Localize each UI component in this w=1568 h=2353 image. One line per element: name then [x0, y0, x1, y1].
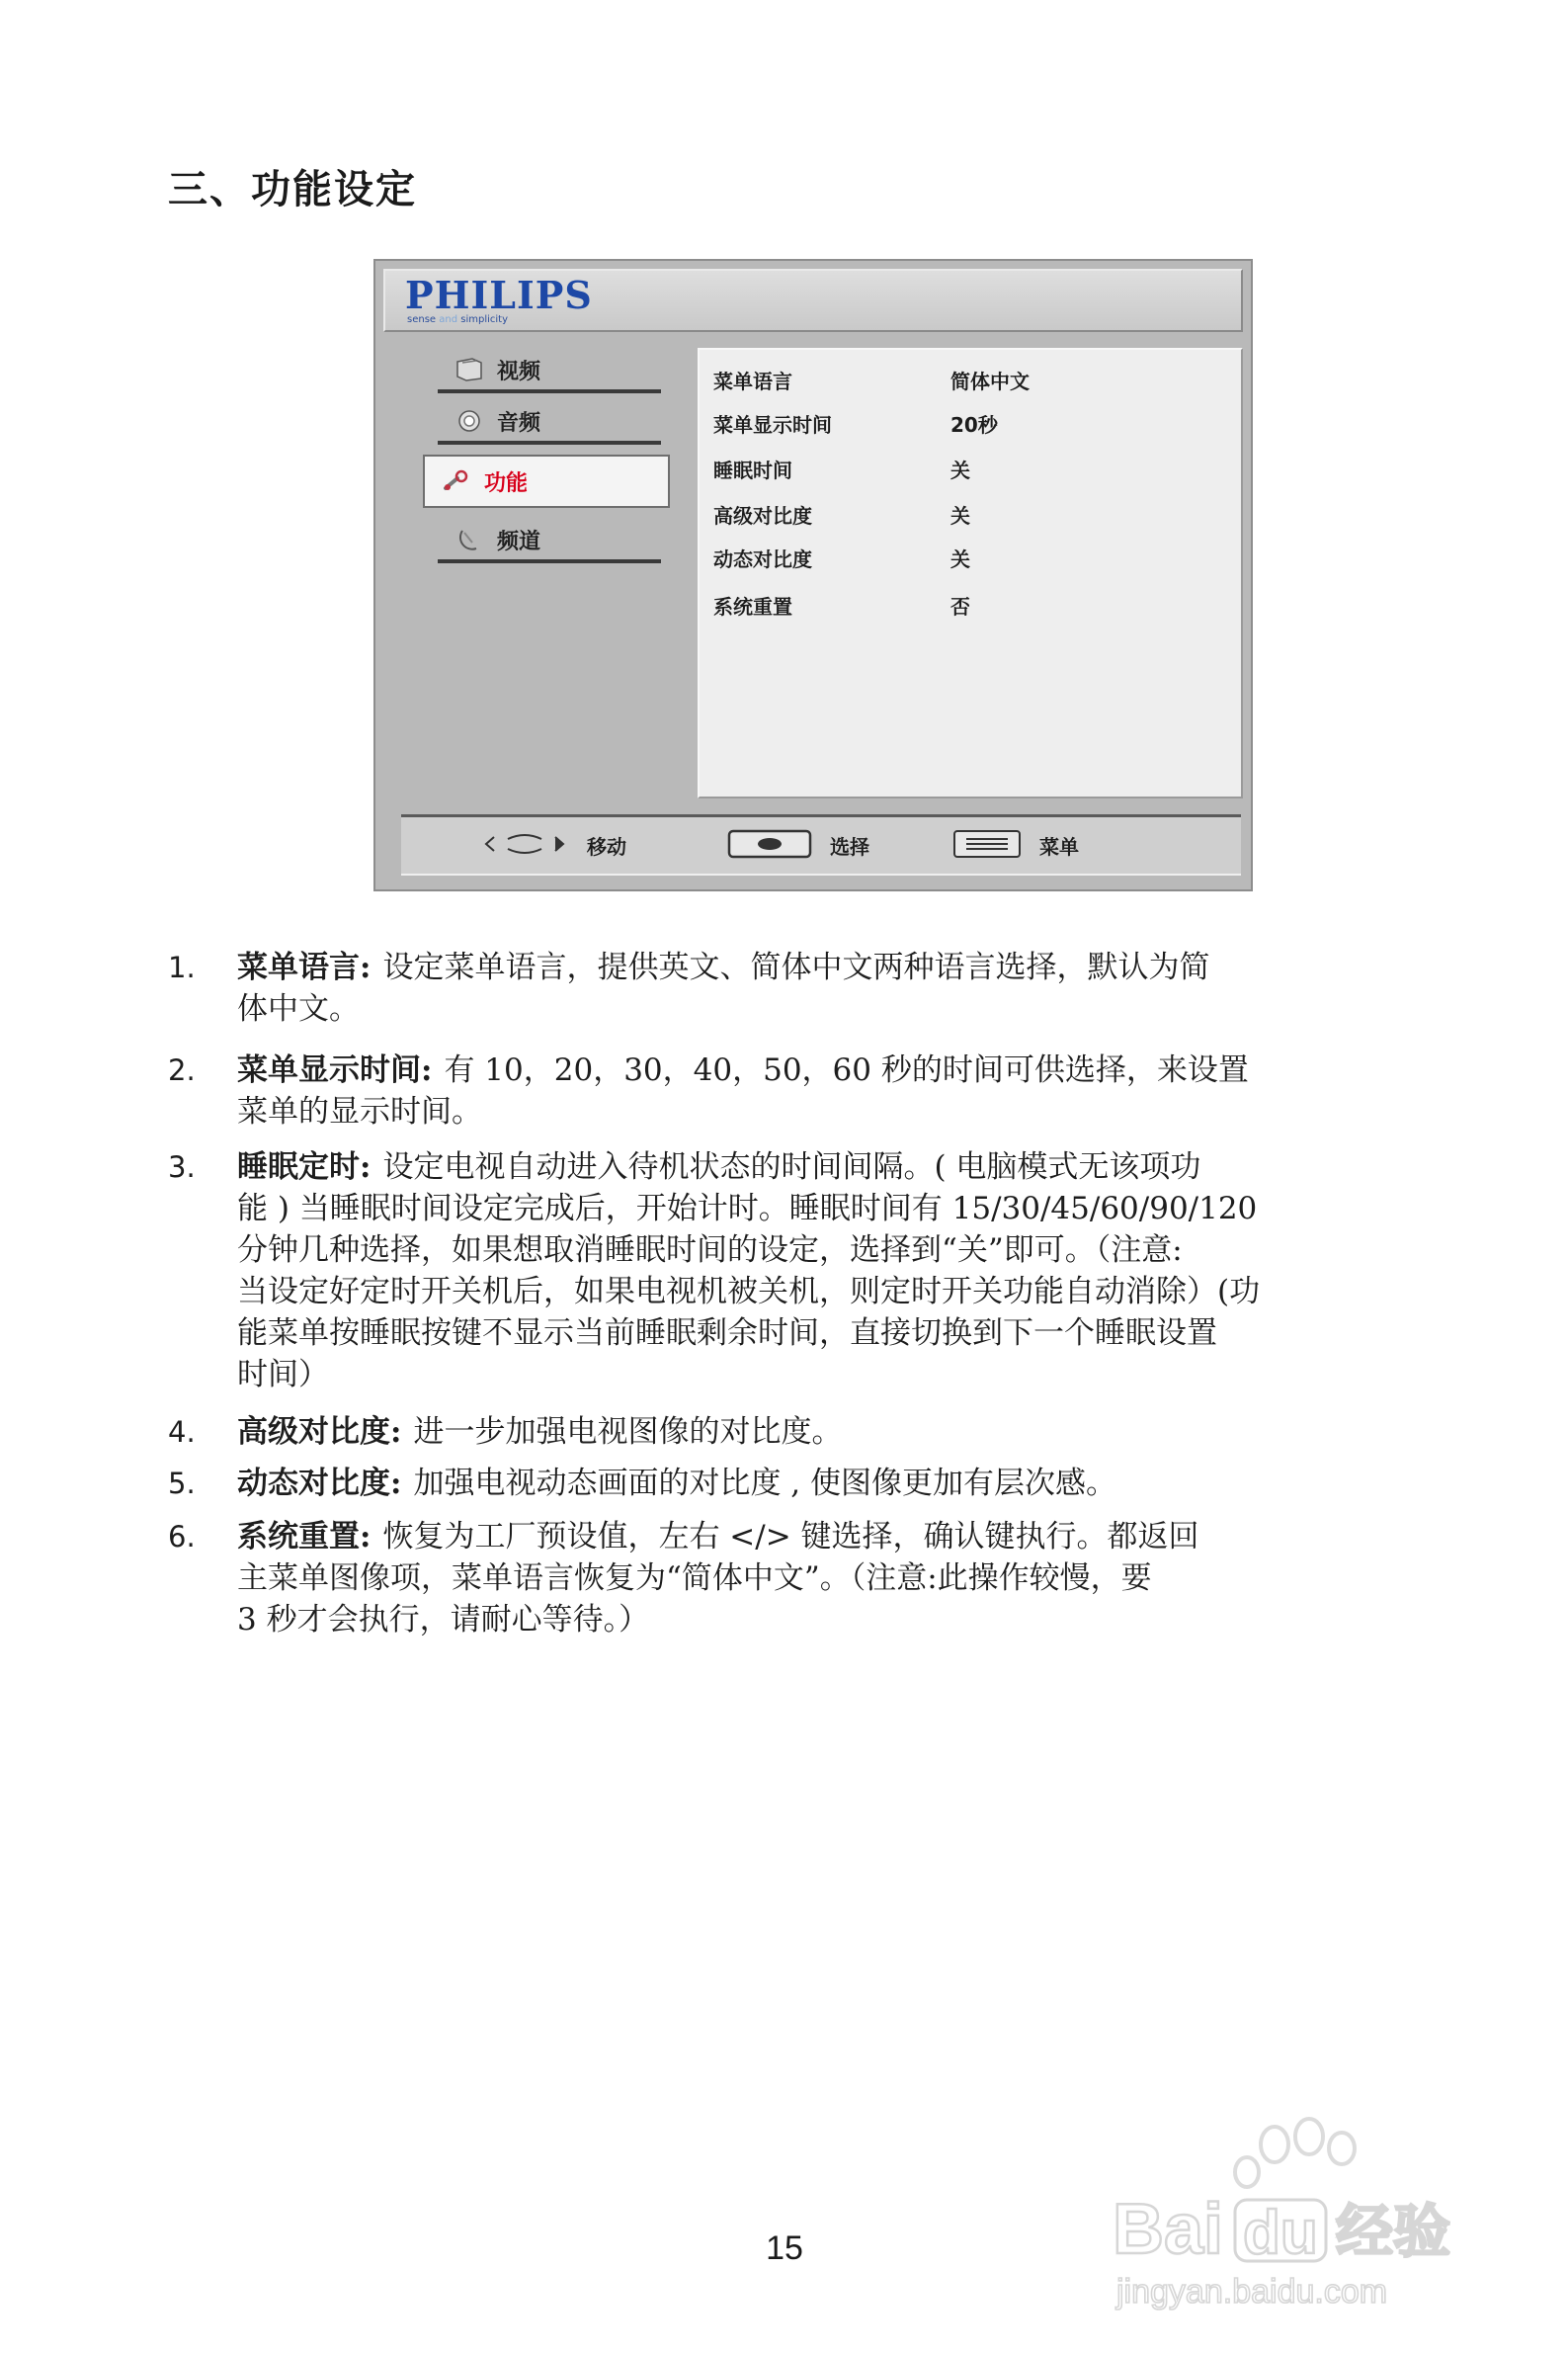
nav-item-video[interactable]	[438, 350, 661, 393]
nav-item-label: 音频	[497, 410, 541, 436]
menu-button-icon	[952, 828, 1022, 864]
setting-row-menu-display-time[interactable]	[713, 407, 1227, 439]
baidu-watermark	[1107, 2115, 1482, 2312]
nav-item-label: 功能	[484, 470, 529, 496]
hint-select	[727, 828, 869, 864]
item-text-line: 菜单的显示时间。	[237, 1094, 482, 1130]
arrows-icon	[480, 829, 569, 863]
instruction-item	[168, 947, 1403, 1030]
hint-menu	[952, 828, 1079, 864]
item-text-line: 加强电视动态画面的对比度 , 使图像更加有层次感。	[413, 1466, 1117, 1501]
item-text-line: 分钟几种选择，如果想取消睡眠时间的设定，选择到“关”即可。（注意:	[237, 1232, 1183, 1268]
logo-wordmark: PHILIPS	[405, 273, 593, 317]
hint-label: 选择	[830, 835, 869, 859]
tv-menu-screenshot	[373, 259, 1253, 891]
item-term: 高级对比度:	[237, 1414, 402, 1450]
satellite-dish-icon	[450, 525, 489, 554]
philips-logo	[405, 273, 593, 326]
svg-text:jingyan.baidu.com: jingyan.baidu.com	[1116, 2273, 1388, 2311]
item-text-line: 设定电视自动进入待机状态的时间间隔。( 电脑模式无该项功	[382, 1149, 1201, 1185]
item-text-line: 设定菜单语言，提供英文、简体中文两种语言选择，默认为简	[382, 950, 1210, 985]
setting-value: 关	[950, 503, 970, 528]
item-number: 4.	[168, 1415, 196, 1449]
hint-label: 移动	[587, 835, 626, 859]
instruction-item	[168, 1411, 1403, 1453]
setting-row-dynamic-contrast[interactable]	[713, 542, 1227, 573]
nav-item-audio[interactable]	[438, 401, 661, 445]
setting-row-sleep-time[interactable]	[713, 453, 1227, 484]
film-icon	[450, 355, 489, 384]
item-term: 系统重置:	[237, 1519, 371, 1555]
item-number: 2.	[168, 1053, 196, 1087]
wrench-icon	[437, 466, 476, 496]
speaker-icon	[450, 406, 489, 436]
setting-name: 动态对比度	[713, 546, 812, 571]
instruction-item	[168, 1463, 1403, 1504]
item-term: 睡眠定时:	[237, 1149, 371, 1185]
instruction-item	[168, 1516, 1403, 1640]
setting-value: 关	[950, 546, 970, 571]
svg-text:du: du	[1243, 2199, 1318, 2267]
item-text-line: 能 ) 当睡眠时间设定完成后，开始计时。睡眠时间有 15/30/45/60/90/120	[237, 1191, 1258, 1226]
setting-row-system-reset[interactable]	[713, 589, 1227, 621]
hint-move	[480, 829, 626, 863]
tv-settings-panel	[698, 348, 1243, 798]
nav-item-channels[interactable]	[438, 520, 661, 563]
setting-name: 系统重置	[713, 594, 792, 619]
page-number: 15	[766, 2229, 803, 2267]
hint-label: 菜单	[1039, 835, 1079, 859]
item-number: 3.	[168, 1150, 196, 1184]
instruction-item	[168, 1146, 1403, 1395]
nav-item-label: 视频	[497, 359, 541, 384]
svg-text:经验: 经验	[1336, 2198, 1451, 2265]
setting-name: 睡眠时间	[713, 458, 792, 482]
item-text-line: 3 秒才会执行，请耐心等待。）	[237, 1602, 650, 1638]
item-text-line: 有 10，20，30，40，50，60 秒的时间可供选择，来设置	[444, 1052, 1249, 1088]
paw-logo-icon	[1107, 2115, 1482, 2312]
section-heading: 三、功能设定	[168, 167, 417, 212]
tv-menu-header	[383, 269, 1243, 332]
setting-value: 简体中文	[950, 369, 1030, 393]
setting-name: 菜单显示时间	[713, 412, 832, 437]
item-text-line: 恢复为工厂预设值，左右 </> 键选择，确认键执行。都返回	[382, 1519, 1199, 1555]
instruction-item	[168, 1050, 1403, 1133]
item-text-line: 当设定好定时开关机后，如果电视机被关机，则定时开关功能自动消除）(功	[237, 1274, 1261, 1309]
setting-row-advanced-contrast[interactable]	[713, 498, 1227, 530]
item-number: 5.	[168, 1467, 196, 1500]
logo-tagline: sense and simplicity	[407, 314, 509, 325]
setting-name: 高级对比度	[713, 503, 812, 528]
item-number: 6.	[168, 1520, 196, 1554]
setting-value: 20秒	[950, 412, 998, 437]
tv-menu-footer	[401, 814, 1241, 876]
item-text-line: 进一步加强电视图像的对比度。	[413, 1414, 843, 1450]
item-number: 1.	[168, 951, 196, 984]
setting-value: 关	[950, 458, 970, 482]
tv-menu-nav	[383, 342, 674, 797]
nav-item-label: 频道	[497, 529, 541, 554]
item-text-line: 体中文。	[237, 991, 360, 1027]
setting-row-menu-language[interactable]	[713, 364, 1227, 395]
item-term: 菜单语言:	[237, 950, 371, 985]
item-term: 动态对比度:	[237, 1466, 402, 1501]
svg-text:Bai: Bai	[1113, 2190, 1224, 2269]
item-text-line: 时间）	[237, 1357, 329, 1392]
nav-item-features[interactable]	[423, 455, 670, 508]
ok-button-icon	[727, 828, 812, 864]
item-term: 菜单显示时间:	[237, 1052, 433, 1088]
item-text-line: 能菜单按睡眠按键不显示当前睡眠剩余时间，直接切换到下一个睡眠设置	[237, 1315, 1217, 1351]
item-text-line: 主菜单图像项，菜单语言恢复为“简体中文”。（注意:此操作较慢，要	[237, 1560, 1152, 1596]
setting-name: 菜单语言	[713, 369, 792, 393]
setting-value: 否	[950, 594, 970, 619]
